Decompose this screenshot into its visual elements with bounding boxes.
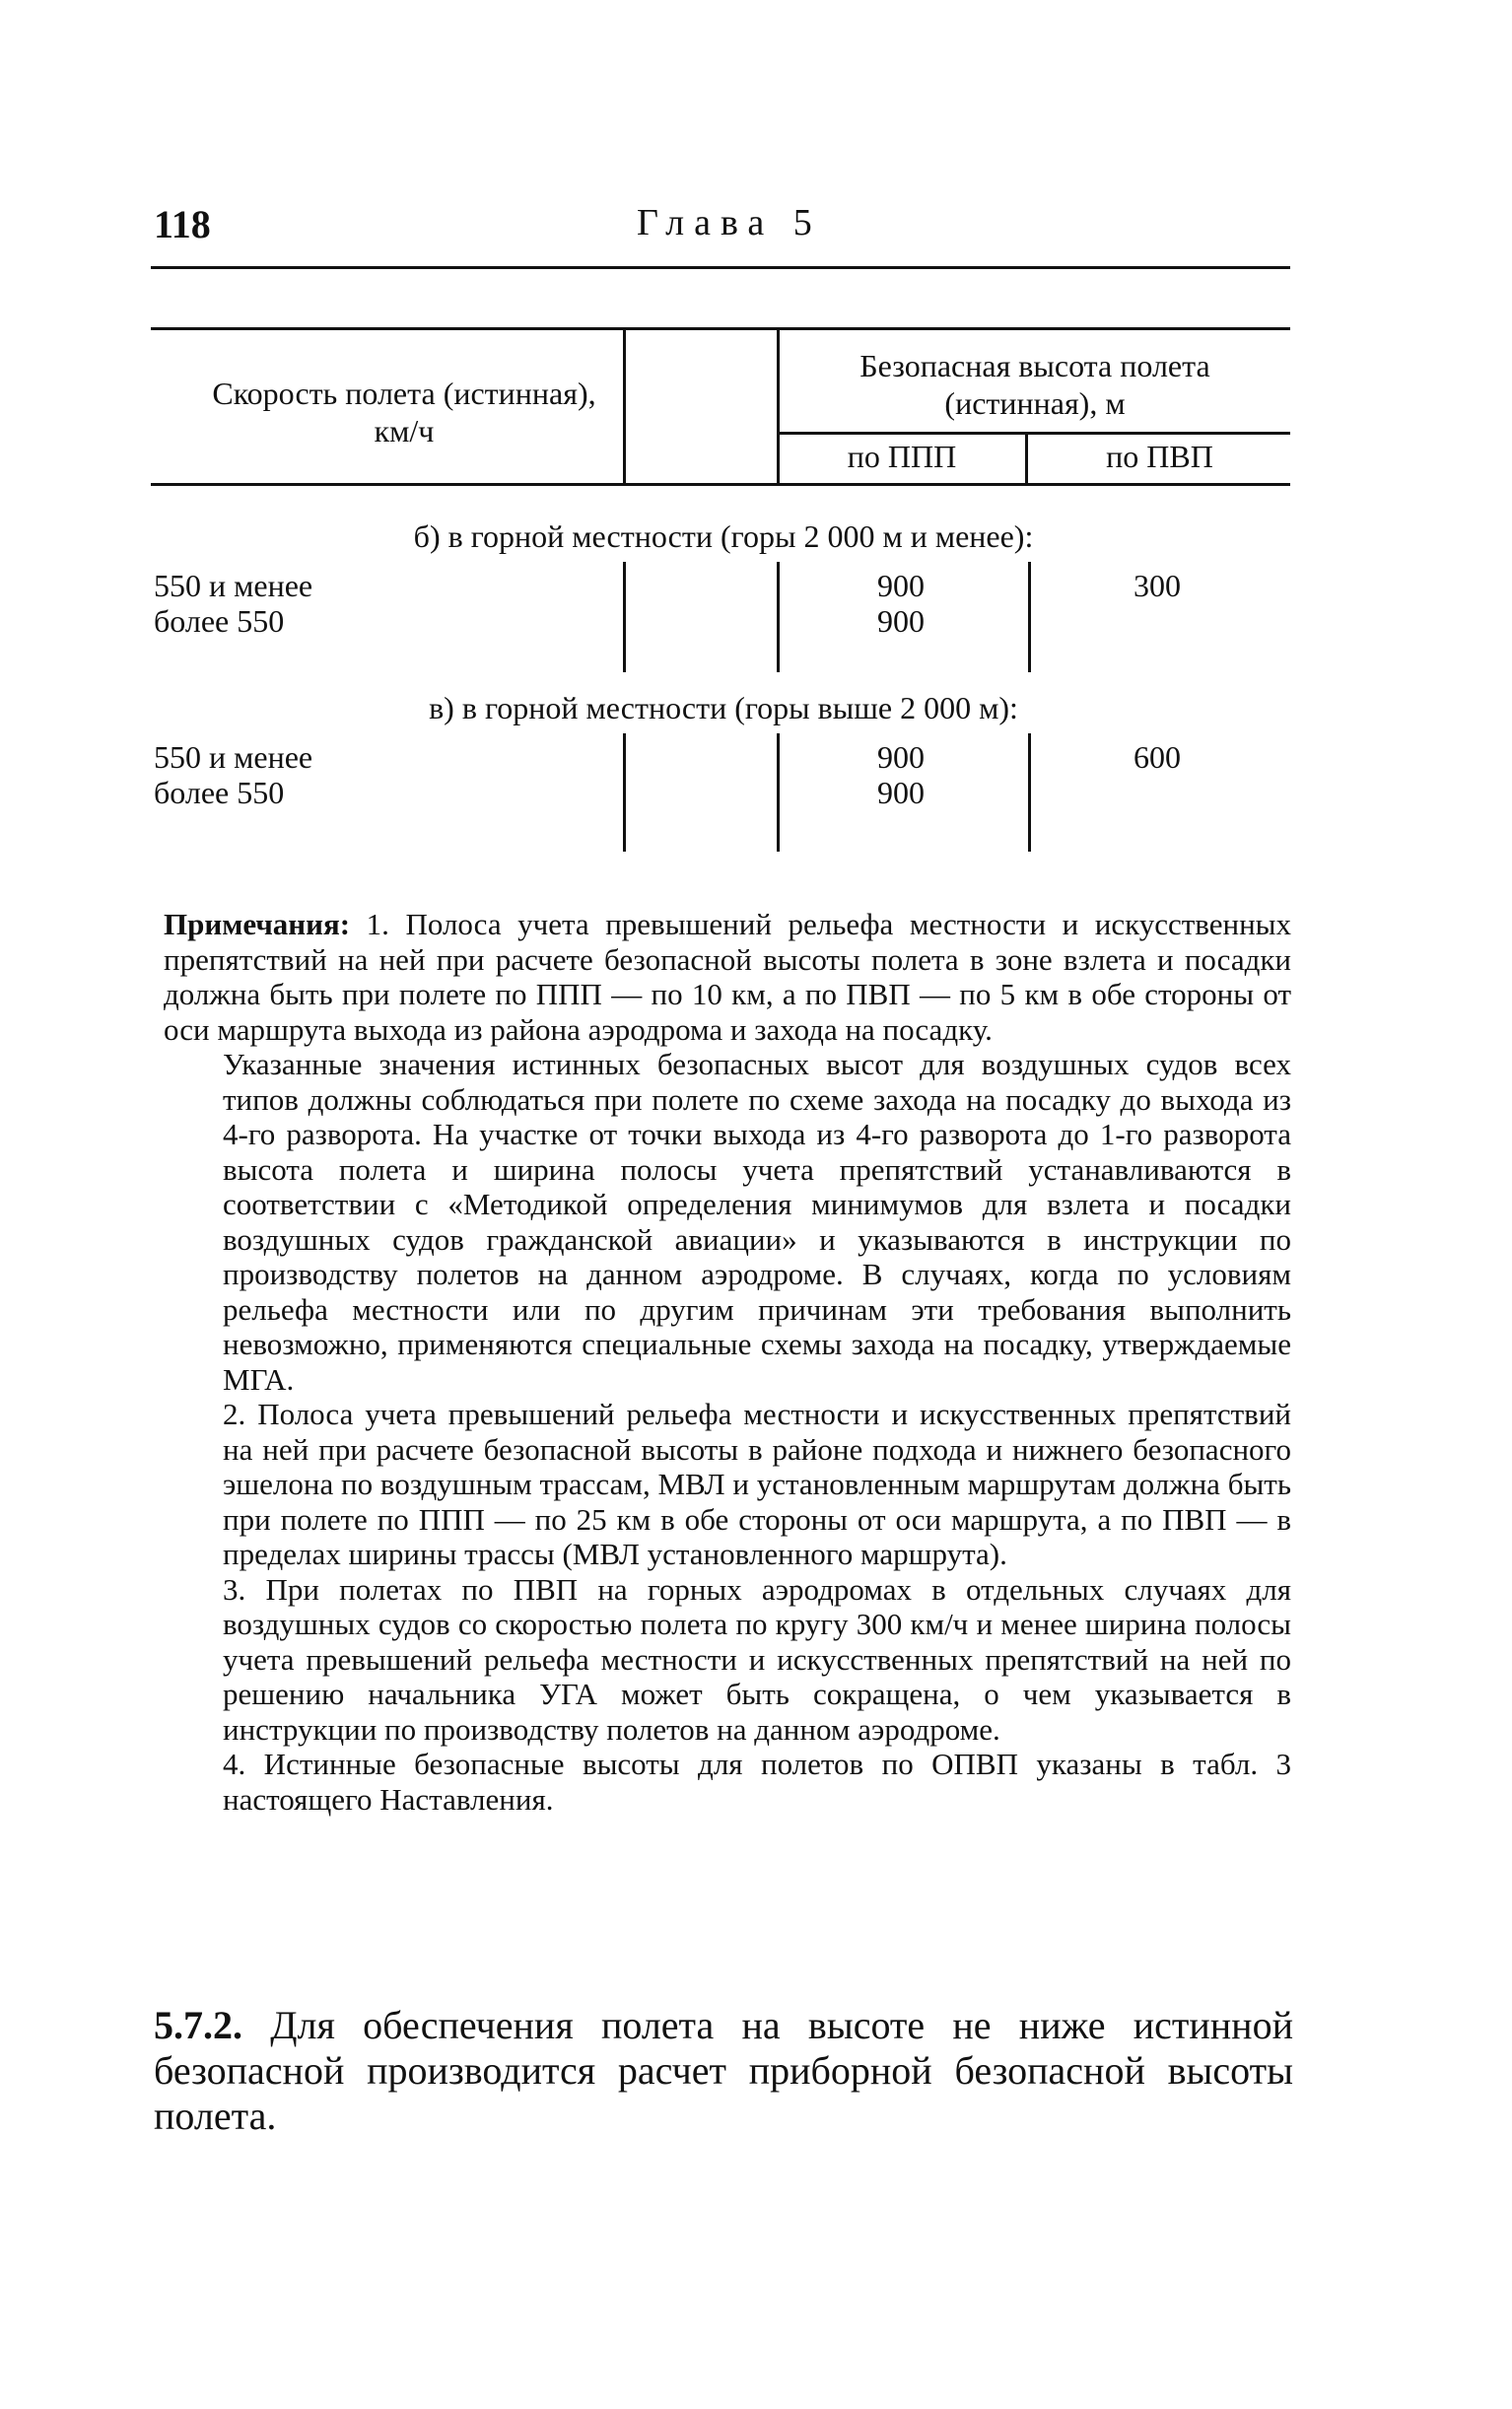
header-divider-3 xyxy=(1025,434,1028,483)
table-cell-speed: более 550 xyxy=(154,603,285,639)
note-2: 2. Полоса учета превышений рельефа местности и искусственных препятствий на ней при расчете безопасной высоты в районе подхода и нижнего безопасного эшелона по воздушным трассам, МВЛ и установленным маршрутам должна быть при полете по ППП — по 25 км в обе стороны от оси маршрута, а по ПВП — в пределах ширины трассы (МВЛ установленного маршрута). xyxy=(223,1397,1291,1571)
section-v-divider-1 xyxy=(623,733,626,852)
header-subrule xyxy=(779,432,1290,435)
notes-block xyxy=(164,907,1291,1817)
section-v-divider-2 xyxy=(777,733,780,852)
section-title-b: б) в горной местности (горы 2 000 м и менее): xyxy=(413,518,1034,554)
table-header-bottom-rule xyxy=(151,483,1290,486)
note-1a: 1. Полоса учета превышений рельефа местности и искусственных препятствий на ней при расчете безопасной высоты полета в зоне взлета и посадки должна быть при полете по ППП — по 10 км, а по ПВП — по 5 км в обе стороны от оси маршрута выхода из района аэродрома и захода на посадку. xyxy=(164,907,1292,1047)
col-pvp-header: по ПВП xyxy=(1106,439,1213,474)
table-cell-speed: 550 и менее xyxy=(154,739,313,775)
table-cell-ppp: 900 xyxy=(877,739,925,775)
notes-label: Примечания: xyxy=(164,907,351,941)
section-b-divider-2 xyxy=(777,562,780,672)
section-number: 5.7.2. xyxy=(154,2003,242,2047)
table-top-rule xyxy=(151,327,1290,330)
running-head xyxy=(154,201,1297,260)
chapter-title: Глава 5 xyxy=(637,202,822,243)
note-4: 4. Истинные безопасные высоты для полетов по ОПВП указаны в табл. 3 настоящего Наставления. xyxy=(223,1747,1291,1817)
table-cell-speed: 550 и менее xyxy=(154,568,313,603)
table-cell-speed: более 550 xyxy=(154,775,285,810)
col-speed-header: Скорость полета (истинная), км/ч xyxy=(212,376,596,448)
note-3: 3. При полетах по ПВП на горных аэродромах в отдельных случаях для воздушных судов со скоростью полета по кругу 300 км/ч и менее ширина полосы учета превышений рельефа местности и искусственных препятствий на ней по решению начальника УГА может быть сокращена, о чем указывается в инструкции по производству полетов на данном аэродроме. xyxy=(223,1571,1291,1747)
header-divider-1 xyxy=(623,330,626,483)
col-height-header: Безопасная высота полета (истинная), м xyxy=(859,348,1210,421)
page-number: 118 xyxy=(154,202,211,246)
section-paragraph xyxy=(154,2003,1293,2139)
table-cell-pvp: 600 xyxy=(1134,739,1181,775)
section-title-v: в) в горной местности (горы выше 2 000 м): xyxy=(429,690,1018,725)
table-cell-ppp: 900 xyxy=(877,775,925,810)
section-b-divider-3 xyxy=(1028,562,1031,672)
table-cell-ppp: 900 xyxy=(877,568,925,603)
table-cell-pvp: 300 xyxy=(1134,568,1181,603)
section-b-divider-1 xyxy=(623,562,626,672)
table-cell-ppp: 900 xyxy=(877,603,925,639)
header-rule xyxy=(151,266,1290,269)
header-divider-2 xyxy=(777,330,780,483)
section-text: Для обеспечения полета на высоте не ниже истинной безопасной производится расчет приборной безопасной высоты полета. xyxy=(154,2003,1293,2138)
section-v-divider-3 xyxy=(1028,733,1031,852)
col-ppp-header: по ППП xyxy=(847,439,957,474)
note-1b: Указанные значения истинных безопасных высот для воздушных судов всех типов должны соблюдаться при полете по схеме захода на посадку до выхода из 4-го разворота. На участке от точки выхода из 4-го разворота до 1-го разворота высота полета и ширина полосы учета препятствий устанавливаются в соответствии с «Методикой определения минимумов для взлета и посадки воздушных судов гражданской авиации» и указываются в инструкции по производству полетов на данном аэродроме. В случаях, когда по условиям рельефа местности или по другим причинам эти требования выполнить невозможно, применяются специальные схемы захода на посадку, утверждаемые МГА. xyxy=(223,1047,1291,1397)
